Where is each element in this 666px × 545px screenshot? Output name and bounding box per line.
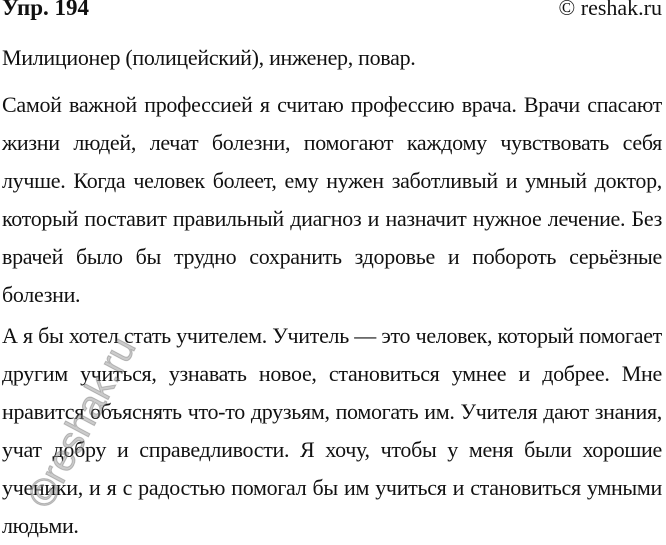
text-line: другим учиться, узнавать новое, становиться умнее и добрее. Мне	[2, 361, 662, 386]
brand-label: © reshak.ru	[558, 0, 662, 20]
text-line: нравится объяснять что-то друзьям, помогать им. Учителя дают знания,	[2, 399, 662, 424]
watermark: ©reshak.ru	[20, 330, 145, 515]
text-line: который поставит правильный диагноз и назначит нужное лечение. Без	[2, 206, 662, 231]
exercise-title: Упр. 194	[2, 0, 90, 20]
text-line: болезни.	[2, 282, 81, 307]
text-line: Самой важной профессией я считаю профессию врача. Врачи спасают	[2, 92, 662, 117]
answer-professions: Милиционер (полицейский), инженер, повар.	[2, 45, 416, 70]
text-line: ученики, и я с радостью помогал бы им учиться и становиться умными	[2, 475, 662, 500]
text-line: учат добру и справедливости. Я хочу, чтобы у меня были хорошие	[2, 437, 662, 462]
text-line: жизни людей, лечат болезни, помогают каждому чувствовать себя	[2, 130, 662, 155]
text-line: А я бы хотел стать учителем. Учитель — это человек, который помогает	[2, 323, 662, 348]
text-line: лучше. Когда человек болеет, ему нужен заботливый и умный доктор,	[2, 168, 662, 193]
text-line: врачей было бы трудно сохранить здоровье и побороть серьёзные	[2, 244, 662, 269]
text-line: людьми.	[2, 513, 79, 538]
